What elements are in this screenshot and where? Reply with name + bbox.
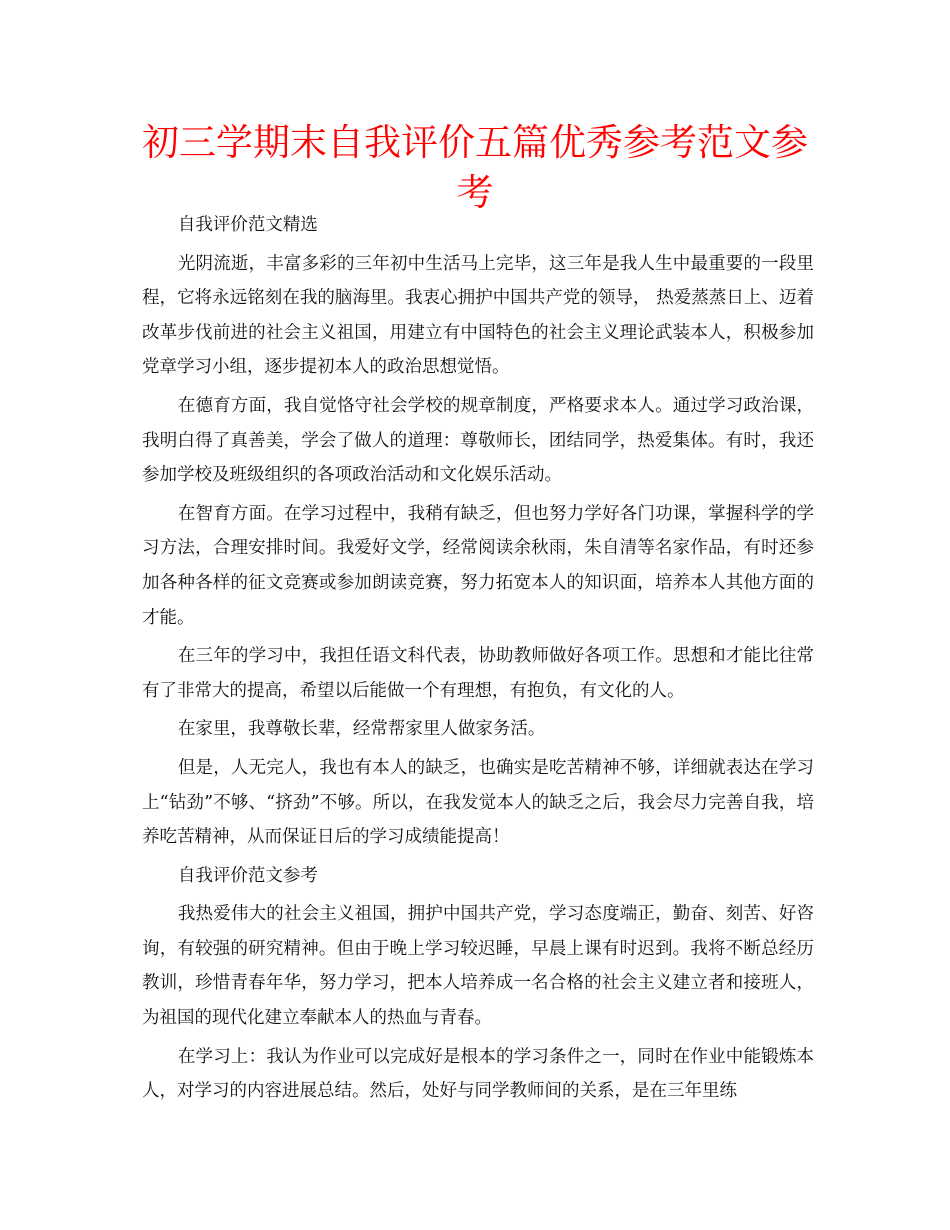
body-paragraph: 在三年的学习中，我担任语文科代表，协助教师做好各项工作。思想和才能比往常有了非常大的提高，希望以后能做一个有理想，有抱负，有文化的人。 <box>142 646 814 701</box>
section-heading-selected-samples: 自我评价范文精选 <box>177 215 318 235</box>
body-paragraph: 在学习上：我认为作业可以完成好是根本的学习条件之一，同时在作业中能锻炼本人，对学习的内容进展总结。然后，处好与同学教师间的关系，是在三年里练 <box>142 1046 814 1102</box>
document-title: 初三学期末自我评价五篇优秀参考范文参考 <box>142 121 808 214</box>
document-body <box>142 208 814 1113</box>
body-paragraph: 在家里，我尊敬长辈，经常帮家里人做家务活。 <box>177 719 546 740</box>
body-paragraph: 在德育方面，我自觉恪守社会学校的规章制度，严格要求本人。通过学习政治课，我明白得了真善美，学会了做人的道理：尊敬师长，团结同学，热爱集体。有时，我还参加学校及班级组织的各项政治活动和文化娱乐活动。 <box>142 395 814 486</box>
section-heading-reference-sample: 自我评价范文参考 <box>177 865 318 886</box>
body-paragraph: 我热爱伟大的社会主义祖国，拥护中国共产党，学习态度端正，勤奋、刻苦、好咨询，有较强的研究精神。但由于晚上学习较迟睡，早晨上课有时迟到。我将不断总经历教训，珍惜青春年华，努力学习，把本人培养成一名合格的社会主义建立者和接班人，为祖国的现代化建立奉献本人的热血与青春。 <box>142 904 814 1029</box>
body-paragraph: 在智育方面。在学习过程中，我稍有缺乏，但也努力学好各门功课，掌握科学的学习方法，合理安排时间。我爱好文学，经常阅读余秋雨，朱自清等名家作品，有时还参加各种各样的征文竞赛或参加朗读竞赛，努力拓宽本人的知识面，培养本人其他方面的才能。 <box>142 503 814 628</box>
body-paragraph: 但是，人无完人，我也有本人的缺乏，也确实是吃苦精神不够，详细就表达在学习上“钻劲”不够、“挤劲”不够。所以，在我发觉本人的缺乏之后，我会尽力完善自我，培养吃苦精神，从而保证日后的学习成绩能提高！ <box>142 757 814 848</box>
body-paragraph: 光阴流逝，丰富多彩的三年初中生活马上完毕，这三年是我人生中最重要的一段里程，它将永远铭刻在我的脑海里。我衷心拥护中国共产党的领导， 热爱蒸蒸日上、迈着改革步伐前进的社会主义祖国，用建立有中国特色的社会主义理论武装本人，积极参加党章学习小组，逐步提初本人的政治思想觉悟。 <box>142 253 814 378</box>
